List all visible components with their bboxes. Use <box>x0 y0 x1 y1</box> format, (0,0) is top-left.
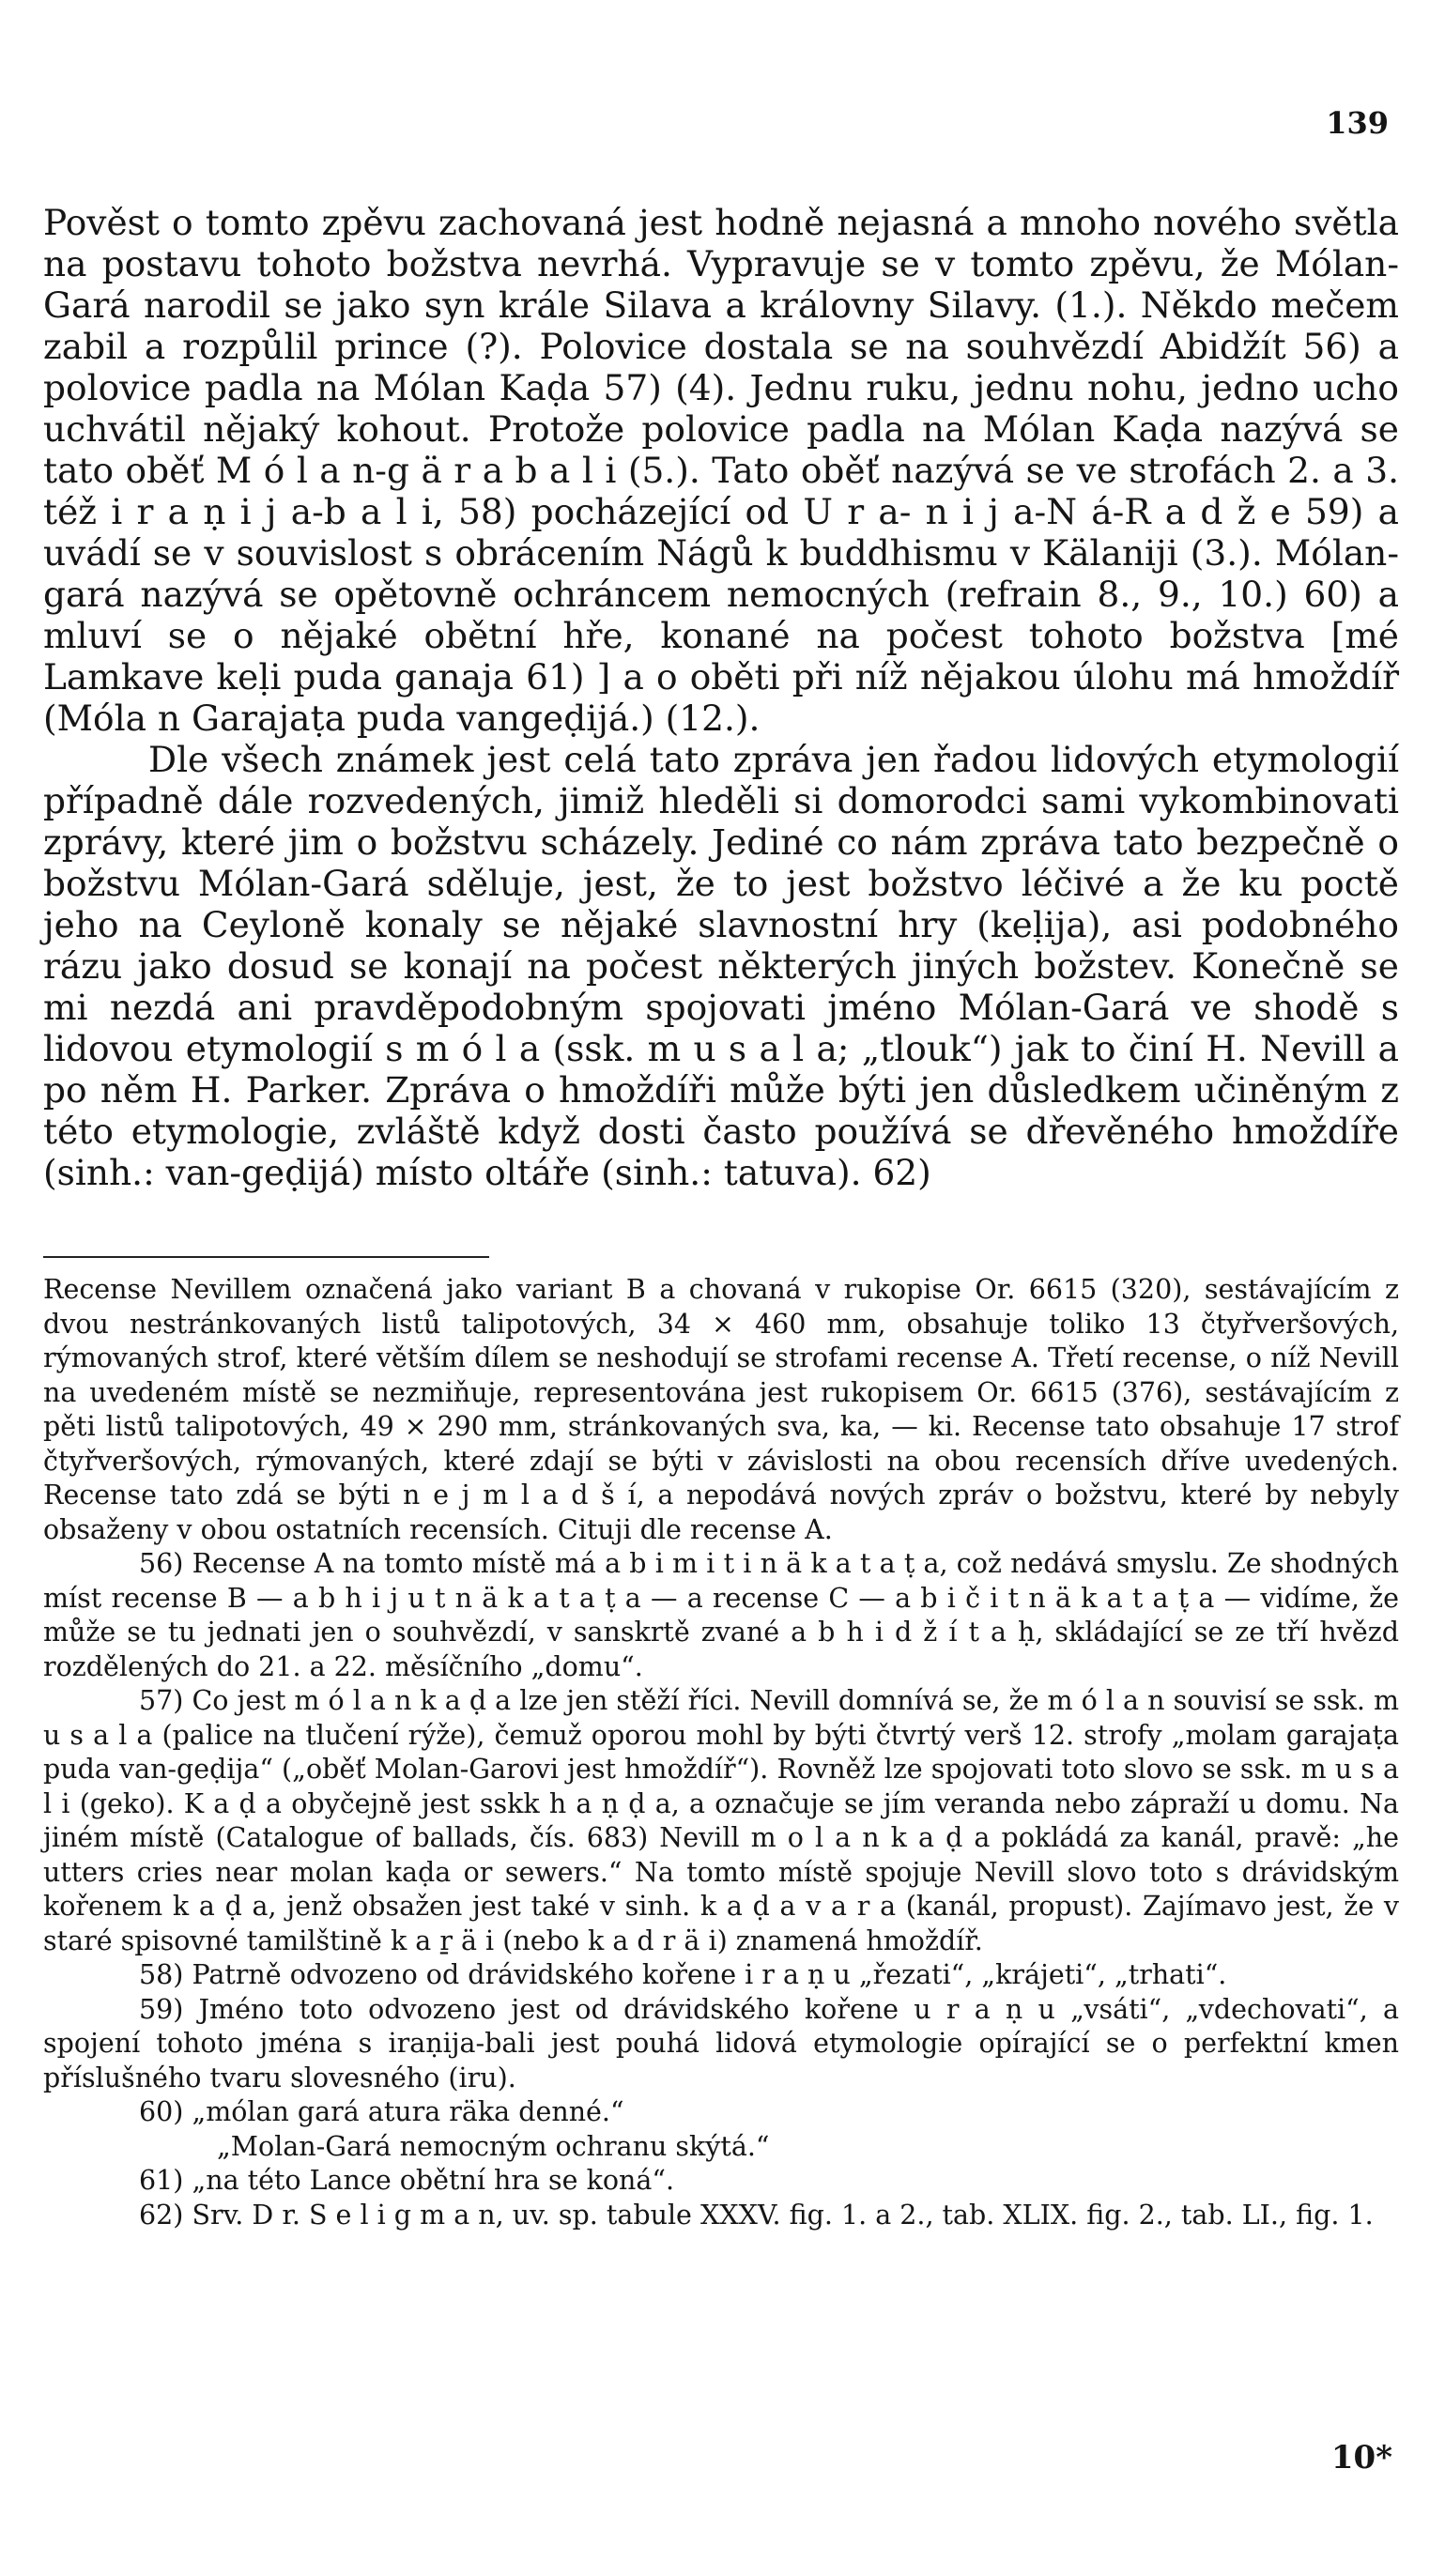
paragraph-2: Dle všech známek jest celá tato zpráva jen řadou lidových etymologií případně dále rozvedených, jimiž hleděli si domorodci sami vykombinovati zprávy, které jim o božstvu scházely. Jediné co nám zpráva tato bezpečně o božstvu Mólan-Gará sděluje, jest, že to jest božstvo léčivé a že ku poctě jeho na Ceyloně konaly se nějaké slavnostní hry (keḷija), asi podobného rázu jako dosud se konají na počest některých jiných božstev. Konečně se mi nezdá ani pravděpodobným spojovati jméno Mólan-Gará ve shodě s lidovou etymologií s m ó l a (ssk. m u s a l a; „tlouk“) jak to činí H. Nevill a po něm H. Parker. Zpráva o hmoždíři může býti jen důsledkem učiněným z této etymologie, zvláště když dosti často používá se dřevěného hmoždíře (sinh.: van-geḍijá) místo oltáře (sinh.: tatuva). 62) <box>43 739 1399 1193</box>
footnotes <box>43 1273 1399 2232</box>
footnote-59: 59) Jméno toto odvozeno jest od drávidského kořene u r a ṇ u „vsáti“, „vdechovati“, a spojení tohoto jména s iraṇija-bali jest pouhá lidová etymologie opírající se o perfektní kmen příslušného tvaru slovesného (iru). <box>43 1993 1399 2093</box>
footnote-61: 61) „na této Lance obětní hra se koná“. <box>139 2165 674 2196</box>
paragraph-1: Pověst o tomto zpěvu zachovaná jest hodně nejasná a mnoho nového světla na postavu tohoto božstva nevrhá. Vypravuje se v tomto zpěvu, že Mólan-Gará narodil se jako syn krále Silava a královny Silavy. (1.). Někdo mečem zabil a rozpůlil prince (?). Polovice dostala se na souhvězdí Abidžít 56) a polovice padla na Mólan Kaḍa 57) (4). Jednu ruku, jednu nohu, jedno ucho uchvátil nějaký kohout. Protože polovice padla na Mólan Kaḍa nazývá se tato oběť M ó l a n-g ä r a b a l i (5.). Tato oběť nazývá se ve strofách 2. a 3. též i r a ṇ i j a-b a l i, 58) pocházející od U r a- n i j a-N á-R a d ž e 59) a uvádí se v souvislost s obrácením Nágů k buddhismu v Kälaniji (3.). Mólan-gará nazývá se opětovně ochráncem nemocných (refrain 8., 9., 10.) 60) a mluví se o nějaké obětní hře, konané na počest tohoto božstva [mé Lamkave keḷi puda ganaja 61) ] a o oběti při níž nějakou úlohu má hmoždíř (Móla n Garajaṭa puda vangeḍijá.) (12.). <box>43 202 1399 739</box>
footnote-56: 56) Recense A na tomto místě má a b i m i t i n ä k a t a ṭ a, což nedává smyslu. Ze shodných míst recense B — a b h i j u t n ä k a t a ṭ a — a recense C — a b i č i t n ä k a t a ṭ a — vidíme, že může se tu jednati jen o souhvězdí, v sanskrtě zvané a b h i d ž í t a ḥ, skládající se ze tří hvězd rozdělených do 21. a 22. měsíčního „domu“. <box>43 1548 1399 1682</box>
footnote-57: 57) Co jest m ó l a n k a ḍ a lze jen stěží říci. Nevill domnívá se, že m ó l a n souvisí se ssk. m u s a l a (palice na tlučení rýže), čemuž oporou mohl by býti čtvrtý verš 12. strofy „molam garajaṭa puda van-geḍija“ („oběť Molan-Garovi jest hmoždíř“). Rovněž lze spojovati toto slovo se ssk. m u s a l i (geko). K a ḍ a obyčejně jest sskk h a ṇ ḍ a, a označuje se jím veranda nebo zápraží u domu. Na jiném místě (Catalogue of ballads, čís. 683) Nevill m o l a n k a ḍ a pokládá za kanál, pravě: „he utters cries near molan kaḍa or sewers.“ Na tomto místě spojuje Nevill slovo toto s drávidským kořenem k a ḍ a, jenž obsažen jest také v sinh. k a ḍ a v a r a (kanál, propust). Zajímavo jest, že v staré spisovné tamilštině k a ṟ ä i (nebo k a d r ä i) znamená hmoždíř. <box>43 1685 1399 1956</box>
page-number: 139 <box>1326 105 1389 141</box>
footnote-separator <box>43 1256 489 1258</box>
footnote-60-translation: „Molan-Gará nemocným ochranu skýtá.“ <box>217 2130 770 2162</box>
footnote-62: 62) Srv. D r. S e l i g m a n, uv. sp. tabule XXXV. fig. 1. a 2., tab. XLIX. fig. 2., tab. LI., fig. 1. <box>139 2199 1374 2231</box>
signature-mark: 10* <box>1330 2439 1392 2476</box>
footnote-intro: Recense Nevillem označená jako variant B a chovaná v rukopise Or. 6615 (320), sestávajícím z dvou nestránkovaných listů talipotových, 34 × 460 mm, obsahuje toliko 13 čtyřveršových, rýmovaných strof, které větším dílem se neshodují se strofami recense A. Třetí recense, o níž Nevill na uvedeném místě se nezmiňuje, representována jest rukopisem Or. 6615 (376), sestávajícím z pěti listů talipotových, 49 × 290 mm, stránkovaných sva, ka, — ki. Recense tato obsahuje 17 strof čtyřveršových, rýmovaných, které zdají se býti v závislosti na obou recensích dříve uvedených. Recense tato zdá se býti n e j m l a d š í, a nepodává nových zpráv o božstvu, které by nebyly obsaženy v obou ostatních recensích. Cituji dle recense A. <box>43 1274 1399 1545</box>
footnote-60: 60) „mólan gará atura räka denné.“ <box>139 2096 624 2127</box>
main-text <box>43 202 1399 1193</box>
footnote-58: 58) Patrně odvozeno od drávidského kořene i r a ṇ u „řezati“, „krájeti“, „trhati“. <box>139 1959 1227 1990</box>
